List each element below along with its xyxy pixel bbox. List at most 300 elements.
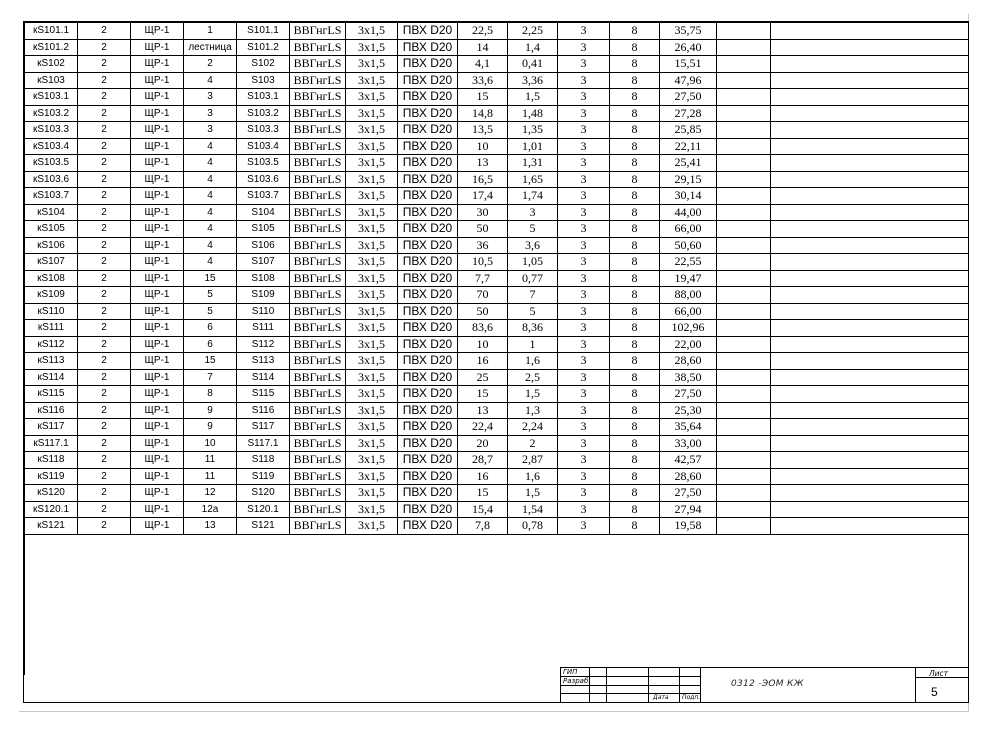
reserve-cell: 1,54: [508, 501, 558, 518]
empty-cell: [717, 435, 771, 452]
empty-cell: [771, 171, 969, 188]
room-cell: 13: [184, 518, 237, 535]
cable-brand-cell: ВВГнгLS: [290, 452, 346, 469]
circuit-cell: S101.1: [237, 23, 290, 40]
multiplier-cell: 8: [610, 501, 660, 518]
length-cell: 15,4: [458, 501, 508, 518]
extra-cell: 3: [558, 171, 610, 188]
room-cell: 3: [184, 105, 237, 122]
extra-cell: 3: [558, 518, 610, 535]
room-cell: 11: [184, 468, 237, 485]
panel-cell: ЩР-1: [131, 419, 184, 436]
panel-cell: ЩР-1: [131, 303, 184, 320]
length-cell: 50: [458, 303, 508, 320]
multiplier-cell: 8: [610, 221, 660, 238]
multiplier-cell: 8: [610, 72, 660, 89]
cable-count-cell: 2: [78, 89, 131, 106]
room-cell: 15: [184, 353, 237, 370]
conduit-cell: ПВХ D20: [398, 254, 458, 271]
length-cell: 14: [458, 39, 508, 56]
cable-section-cell: 3x1,5: [346, 155, 398, 172]
panel-cell: ЩР-1: [131, 171, 184, 188]
empty-cell: [771, 485, 969, 502]
conduit-cell: ПВХ D20: [398, 435, 458, 452]
cable-section-cell: 3x1,5: [346, 122, 398, 139]
cable-brand-cell: ВВГнгLS: [290, 254, 346, 271]
total-cell: 22,55: [660, 254, 717, 271]
panel-cell: ЩР-1: [131, 204, 184, 221]
cable-brand-cell: ВВГнгLS: [290, 122, 346, 139]
reserve-cell: 0,77: [508, 270, 558, 287]
circuit-cell: S116: [237, 402, 290, 419]
extra-cell: 3: [558, 369, 610, 386]
extra-cell: 3: [558, 485, 610, 502]
cable-code-cell: кS106: [25, 237, 78, 254]
extra-cell: 3: [558, 452, 610, 469]
table-row: [25, 336, 969, 353]
empty-cell: [771, 386, 969, 403]
total-cell: 19,58: [660, 518, 717, 535]
cable-code-cell: кS102: [25, 56, 78, 73]
reserve-cell: 1,65: [508, 171, 558, 188]
length-cell: 15: [458, 386, 508, 403]
panel-cell: ЩР-1: [131, 56, 184, 73]
cable-count-cell: 2: [78, 23, 131, 40]
cable-count-cell: 2: [78, 468, 131, 485]
panel-cell: ЩР-1: [131, 270, 184, 287]
room-cell: 1: [184, 23, 237, 40]
cable-brand-cell: ВВГнгLS: [290, 336, 346, 353]
circuit-cell: S117.1: [237, 435, 290, 452]
multiplier-cell: 8: [610, 56, 660, 73]
reserve-cell: 1,6: [508, 353, 558, 370]
conduit-cell: ПВХ D20: [398, 501, 458, 518]
reserve-cell: 3,36: [508, 72, 558, 89]
cable-brand-cell: ВВГнгLS: [290, 485, 346, 502]
length-cell: 7,7: [458, 270, 508, 287]
empty-cell: [717, 89, 771, 106]
table-row: [25, 435, 969, 452]
multiplier-cell: 8: [610, 171, 660, 188]
table-row: [25, 188, 969, 205]
room-cell: 4: [184, 221, 237, 238]
empty-cell: [717, 485, 771, 502]
room-cell: 8: [184, 386, 237, 403]
room-cell: 4: [184, 171, 237, 188]
empty-cell: [717, 171, 771, 188]
cable-section-cell: 3x1,5: [346, 369, 398, 386]
total-cell: 22,00: [660, 336, 717, 353]
panel-cell: ЩР-1: [131, 485, 184, 502]
table-row: [25, 254, 969, 271]
extra-cell: 3: [558, 336, 610, 353]
conduit-cell: ПВХ D20: [398, 485, 458, 502]
circuit-cell: S104: [237, 204, 290, 221]
circuit-cell: S103.4: [237, 138, 290, 155]
cable-section-cell: 3x1,5: [346, 254, 398, 271]
cable-code-cell: кS116: [25, 402, 78, 419]
multiplier-cell: 8: [610, 138, 660, 155]
reserve-cell: 2,87: [508, 452, 558, 469]
room-cell: 3: [184, 89, 237, 106]
total-cell: 42,57: [660, 452, 717, 469]
conduit-cell: ПВХ D20: [398, 402, 458, 419]
reserve-cell: 2,24: [508, 419, 558, 436]
panel-cell: ЩР-1: [131, 501, 184, 518]
table-row: [25, 303, 969, 320]
multiplier-cell: 8: [610, 303, 660, 320]
total-cell: 27,50: [660, 386, 717, 403]
cable-code-cell: кS105: [25, 221, 78, 238]
total-cell: 25,85: [660, 122, 717, 139]
multiplier-cell: 8: [610, 254, 660, 271]
empty-cell: [771, 501, 969, 518]
circuit-cell: S108: [237, 270, 290, 287]
table-row: [25, 155, 969, 172]
table-row: [25, 353, 969, 370]
cable-count-cell: 2: [78, 303, 131, 320]
panel-cell: ЩР-1: [131, 336, 184, 353]
cable-code-cell: кS103.7: [25, 188, 78, 205]
conduit-cell: ПВХ D20: [398, 56, 458, 73]
empty-cell: [771, 188, 969, 205]
cable-count-cell: 2: [78, 171, 131, 188]
conduit-cell: ПВХ D20: [398, 468, 458, 485]
reserve-cell: 3: [508, 204, 558, 221]
cable-section-cell: 3x1,5: [346, 452, 398, 469]
reserve-cell: 1,5: [508, 485, 558, 502]
room-cell: 4: [184, 254, 237, 271]
table-row: [25, 171, 969, 188]
cable-code-cell: кS115: [25, 386, 78, 403]
length-cell: 10: [458, 138, 508, 155]
total-cell: 25,41: [660, 155, 717, 172]
length-cell: 13: [458, 402, 508, 419]
total-cell: 28,60: [660, 468, 717, 485]
multiplier-cell: 8: [610, 320, 660, 337]
extra-cell: 3: [558, 237, 610, 254]
length-cell: 7,8: [458, 518, 508, 535]
panel-cell: ЩР-1: [131, 468, 184, 485]
table-row: [25, 402, 969, 419]
cable-brand-cell: ВВГнгLS: [290, 320, 346, 337]
total-cell: 35,64: [660, 419, 717, 436]
total-cell: 44,00: [660, 204, 717, 221]
total-cell: 66,00: [660, 221, 717, 238]
room-cell: 15: [184, 270, 237, 287]
empty-cell: [717, 452, 771, 469]
cable-section-cell: 3x1,5: [346, 56, 398, 73]
cable-section-cell: 3x1,5: [346, 39, 398, 56]
total-cell: 25,30: [660, 402, 717, 419]
panel-cell: ЩР-1: [131, 188, 184, 205]
length-cell: 13,5: [458, 122, 508, 139]
empty-cell: [717, 336, 771, 353]
empty-cell: [771, 402, 969, 419]
total-cell: 29,15: [660, 171, 717, 188]
table-row: [25, 237, 969, 254]
total-cell: 27,50: [660, 485, 717, 502]
extra-cell: 3: [558, 501, 610, 518]
room-cell: 2: [184, 56, 237, 73]
circuit-cell: S103.2: [237, 105, 290, 122]
cable-count-cell: 2: [78, 435, 131, 452]
reserve-cell: 1,5: [508, 89, 558, 106]
extra-cell: 3: [558, 270, 610, 287]
cable-code-cell: кS104: [25, 204, 78, 221]
multiplier-cell: 8: [610, 237, 660, 254]
cable-brand-cell: ВВГнгLS: [290, 501, 346, 518]
reserve-cell: 0,41: [508, 56, 558, 73]
length-cell: 20: [458, 435, 508, 452]
multiplier-cell: 8: [610, 468, 660, 485]
extra-cell: 3: [558, 105, 610, 122]
cable-count-cell: 2: [78, 237, 131, 254]
table-row: [25, 204, 969, 221]
total-cell: 66,00: [660, 303, 717, 320]
circuit-cell: S105: [237, 221, 290, 238]
reserve-cell: 3,6: [508, 237, 558, 254]
cable-brand-cell: ВВГнгLS: [290, 138, 346, 155]
cable-count-cell: 2: [78, 204, 131, 221]
panel-cell: ЩР-1: [131, 138, 184, 155]
length-cell: 30: [458, 204, 508, 221]
length-cell: 15: [458, 485, 508, 502]
conduit-cell: ПВХ D20: [398, 287, 458, 304]
panel-cell: ЩР-1: [131, 72, 184, 89]
room-cell: 4: [184, 72, 237, 89]
cable-count-cell: 2: [78, 105, 131, 122]
multiplier-cell: 8: [610, 105, 660, 122]
extra-cell: 3: [558, 138, 610, 155]
empty-cell: [771, 254, 969, 271]
cable-brand-cell: ВВГнгLS: [290, 56, 346, 73]
empty-cell: [717, 155, 771, 172]
cable-brand-cell: ВВГнгLS: [290, 23, 346, 40]
cable-section-cell: 3x1,5: [346, 237, 398, 254]
empty-cell: [771, 303, 969, 320]
empty-cell: [717, 221, 771, 238]
empty-cell: [717, 501, 771, 518]
multiplier-cell: 8: [610, 386, 660, 403]
extra-cell: 3: [558, 221, 610, 238]
cable-section-cell: 3x1,5: [346, 221, 398, 238]
cable-section-cell: 3x1,5: [346, 303, 398, 320]
cable-brand-cell: ВВГнгLS: [290, 89, 346, 106]
conduit-cell: ПВХ D20: [398, 303, 458, 320]
table-row: [25, 485, 969, 502]
reserve-cell: 0,78: [508, 518, 558, 535]
cable-count-cell: 2: [78, 419, 131, 436]
length-cell: 22,5: [458, 23, 508, 40]
cable-code-cell: кS117: [25, 419, 78, 436]
sheet-number: 5: [931, 685, 938, 699]
cable-brand-cell: ВВГнгLS: [290, 402, 346, 419]
panel-cell: ЩР-1: [131, 518, 184, 535]
table-row: [25, 89, 969, 106]
empty-cell: [717, 204, 771, 221]
cable-brand-cell: ВВГнгLS: [290, 386, 346, 403]
extra-cell: 3: [558, 188, 610, 205]
total-cell: 28,60: [660, 353, 717, 370]
cable-code-cell: кS103.3: [25, 122, 78, 139]
cable-schedule-table: [24, 22, 969, 675]
cable-section-cell: 3x1,5: [346, 72, 398, 89]
cable-code-cell: кS107: [25, 254, 78, 271]
total-cell: 38,50: [660, 369, 717, 386]
cable-code-cell: кS110: [25, 303, 78, 320]
extra-cell: 3: [558, 72, 610, 89]
conduit-cell: ПВХ D20: [398, 105, 458, 122]
total-cell: 88,00: [660, 287, 717, 304]
empty-cell: [717, 468, 771, 485]
conduit-cell: ПВХ D20: [398, 188, 458, 205]
empty-cell: [717, 56, 771, 73]
multiplier-cell: 8: [610, 122, 660, 139]
extra-cell: 3: [558, 254, 610, 271]
empty-cell: [771, 72, 969, 89]
cable-count-cell: 2: [78, 122, 131, 139]
reserve-cell: 1,6: [508, 468, 558, 485]
cable-code-cell: кS103.6: [25, 171, 78, 188]
empty-cell: [771, 122, 969, 139]
circuit-cell: S107: [237, 254, 290, 271]
room-cell: 3: [184, 122, 237, 139]
reserve-cell: 1,4: [508, 39, 558, 56]
reserve-cell: 1,3: [508, 402, 558, 419]
cable-brand-cell: ВВГнгLS: [290, 155, 346, 172]
conduit-cell: ПВХ D20: [398, 221, 458, 238]
table-row: [25, 39, 969, 56]
panel-cell: ЩР-1: [131, 287, 184, 304]
length-cell: 10: [458, 336, 508, 353]
room-cell: 5: [184, 287, 237, 304]
multiplier-cell: 8: [610, 39, 660, 56]
cable-section-cell: 3x1,5: [346, 402, 398, 419]
sheet-label: Лист: [929, 669, 949, 678]
panel-cell: ЩР-1: [131, 221, 184, 238]
empty-cell: [771, 320, 969, 337]
panel-cell: ЩР-1: [131, 254, 184, 271]
empty-cell: [717, 270, 771, 287]
room-cell: 9: [184, 419, 237, 436]
extra-cell: 3: [558, 287, 610, 304]
cable-count-cell: 2: [78, 369, 131, 386]
extra-cell: 3: [558, 435, 610, 452]
multiplier-cell: 8: [610, 452, 660, 469]
cable-count-cell: 2: [78, 155, 131, 172]
empty-cell: [771, 287, 969, 304]
empty-cell: [717, 72, 771, 89]
reserve-cell: 1,5: [508, 386, 558, 403]
empty-cell: [717, 320, 771, 337]
table-row: [25, 221, 969, 238]
cable-code-cell: кS114: [25, 369, 78, 386]
total-cell: 15,51: [660, 56, 717, 73]
cable-count-cell: 2: [78, 287, 131, 304]
room-cell: лестница: [184, 39, 237, 56]
table-row: [25, 122, 969, 139]
cable-section-cell: 3x1,5: [346, 89, 398, 106]
cable-brand-cell: ВВГнгLS: [290, 237, 346, 254]
cable-code-cell: кS113: [25, 353, 78, 370]
panel-cell: ЩР-1: [131, 402, 184, 419]
cable-count-cell: 2: [78, 501, 131, 518]
table-row: [25, 468, 969, 485]
circuit-cell: S103.5: [237, 155, 290, 172]
circuit-cell: S109: [237, 287, 290, 304]
cable-count-cell: 2: [78, 254, 131, 271]
cable-code-cell: кS121: [25, 518, 78, 535]
table-row: [25, 452, 969, 469]
table-row: [25, 386, 969, 403]
empty-cell: [771, 155, 969, 172]
table-row: [25, 72, 969, 89]
date-label: Дата: [653, 694, 669, 701]
circuit-cell: S103.3: [237, 122, 290, 139]
empty-cell: [771, 138, 969, 155]
circuit-cell: S102: [237, 56, 290, 73]
room-cell: 4: [184, 155, 237, 172]
empty-cell: [717, 369, 771, 386]
room-cell: 11: [184, 452, 237, 469]
total-cell: 27,50: [660, 89, 717, 106]
empty-cell: [717, 105, 771, 122]
circuit-cell: S112: [237, 336, 290, 353]
circuit-cell: S101.2: [237, 39, 290, 56]
cable-brand-cell: ВВГнгLS: [290, 369, 346, 386]
reserve-cell: 2,5: [508, 369, 558, 386]
cable-count-cell: 2: [78, 402, 131, 419]
empty-cell: [717, 237, 771, 254]
panel-cell: ЩР-1: [131, 39, 184, 56]
circuit-cell: S120: [237, 485, 290, 502]
reserve-cell: 5: [508, 303, 558, 320]
circuit-cell: S114: [237, 369, 290, 386]
conduit-cell: ПВХ D20: [398, 155, 458, 172]
length-cell: 16,5: [458, 171, 508, 188]
cable-count-cell: 2: [78, 188, 131, 205]
table-row: [25, 518, 969, 535]
empty-cell: [717, 287, 771, 304]
tb-divider: [561, 693, 700, 694]
total-cell: 27,28: [660, 105, 717, 122]
total-cell: 102,96: [660, 320, 717, 337]
reserve-cell: 1: [508, 336, 558, 353]
extra-cell: 3: [558, 155, 610, 172]
empty-cell: [771, 336, 969, 353]
length-cell: 13: [458, 155, 508, 172]
empty-cell: [771, 221, 969, 238]
circuit-cell: S119: [237, 468, 290, 485]
multiplier-cell: 8: [610, 435, 660, 452]
conduit-cell: ПВХ D20: [398, 336, 458, 353]
conduit-cell: ПВХ D20: [398, 39, 458, 56]
multiplier-cell: 8: [610, 353, 660, 370]
conduit-cell: ПВХ D20: [398, 353, 458, 370]
multiplier-cell: 8: [610, 336, 660, 353]
cable-code-cell: кS118: [25, 452, 78, 469]
panel-cell: ЩР-1: [131, 89, 184, 106]
empty-cell: [771, 435, 969, 452]
cable-code-cell: кS120.1: [25, 501, 78, 518]
multiplier-cell: 8: [610, 485, 660, 502]
empty-cell: [771, 39, 969, 56]
empty-cell: [717, 353, 771, 370]
cable-brand-cell: ВВГнгLS: [290, 287, 346, 304]
multiplier-cell: 8: [610, 402, 660, 419]
cable-section-cell: 3x1,5: [346, 468, 398, 485]
